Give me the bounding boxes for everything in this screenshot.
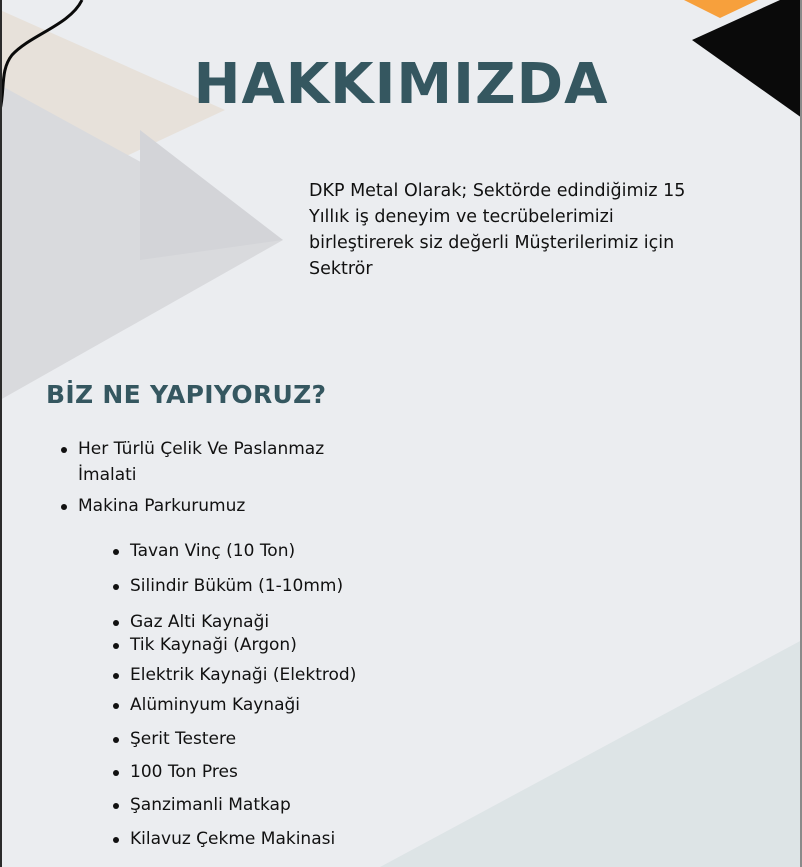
page-title: HAKKIMIZDA [193, 52, 609, 117]
section-heading: BİZ NE YAPIYORUZ? [46, 380, 327, 409]
list-item: Kilavuz Çekme Makinasi [112, 826, 335, 852]
list-item: Tavan Vinç (10 Ton) [112, 538, 295, 564]
list-item: Alüminyum Kaynaği [112, 692, 300, 718]
light-gray-triangle-shape [140, 130, 283, 260]
list-item: Makina Parkurumuz [60, 493, 380, 519]
intro-paragraph: DKP Metal Olarak; Sektörde edindiğimiz 15 Yıllık iş deneyim ve tecrübelerimizi birleştirerek siz değerli Müşterilerimiz için Sektrör [309, 181, 686, 279]
list-item: Şanzimanli Matkap [112, 792, 291, 818]
list-item: Gaz Alti Kaynaği [112, 609, 269, 635]
list-item: Silindir Büküm (1-10mm) [112, 573, 343, 599]
list-item: 100 Ton Pres [112, 759, 238, 785]
list-item: Şerit Testere [112, 726, 236, 752]
list-item: Her Türlü Çelik Ve Paslanmaz İmalati [60, 436, 380, 488]
blue-gray-triangle-shape [380, 640, 802, 867]
list-item: Tik Kaynaği (Argon) [112, 632, 297, 658]
left-border [0, 0, 2, 867]
services-list [60, 436, 380, 519]
list-item: Elektrik Kaynaği (Elektrod) [112, 662, 356, 688]
